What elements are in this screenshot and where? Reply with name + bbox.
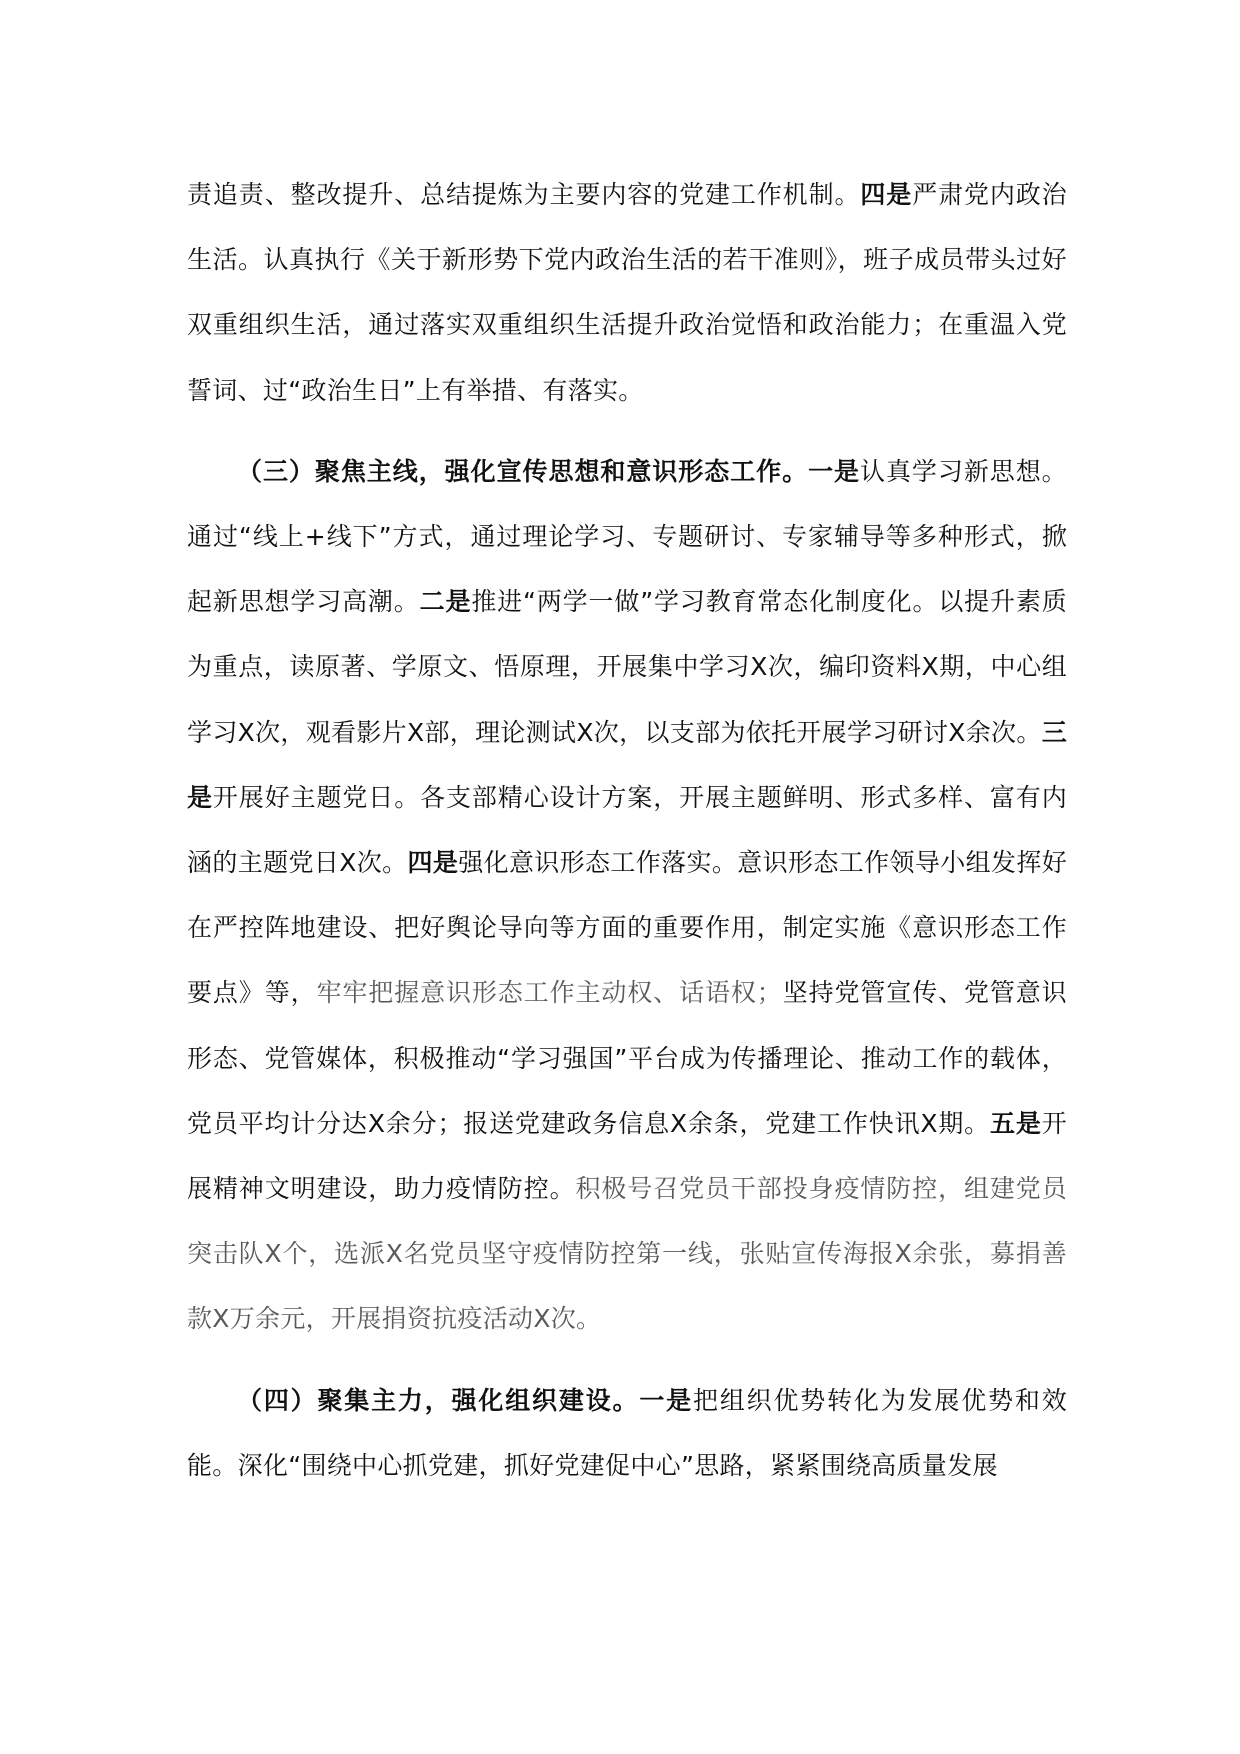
- text-run: 开展精神文明建设，助力疫情防控。: [187, 1108, 1067, 1204]
- text-run: 责追责、整改提升、总结提炼为主要内容的党建工作机制。: [187, 180, 861, 209]
- text-run: 开展好主题党日。各支部精心设计方案，开展主题鲜明、形式多样、富有内涵的主题党日X次。: [187, 782, 1067, 878]
- bold-ordinal: 二是: [419, 587, 472, 617]
- bold-ordinal: 一是: [808, 456, 860, 486]
- text-run: 推进“两学一做”学习教育常态化制度化。以提升素质为重点，读原著、学原文、悟原理，开展集中学习X次，编印资料X期，中心组学习X次，观看影片X部，理论测试X次，以支部为依托开展学习研讨X余次。: [187, 587, 1068, 747]
- text-run: 把组织优势转化为发展优势和效能。深化“围绕中心抓党建，抓好党建促中心”思路，紧紧围绕高质量发展: [187, 1385, 1067, 1480]
- bold-ordinal: 四是: [407, 848, 459, 878]
- section-heading: （四）聚集主力，强化组织建设。: [237, 1385, 640, 1415]
- gray-text-run: 积极号召党员干部投身疫情防控，组建党员突击队X个，选派X名党员坚守疫情防控第一线，张贴宣传海报X余张，募捐善款X万余元，开展捐资抗疫活动X次。: [187, 1174, 1067, 1334]
- bold-ordinal: 三是: [187, 717, 1067, 812]
- document-body: [187, 162, 1067, 1498]
- bold-ordinal: 一是: [639, 1385, 693, 1415]
- text-run: 强化意识形态工作落实。意识形态工作领导小组发挥好在严控阵地建设、把好舆论导向等方面的重要作用，制定实施《意识形态工作要点》等，: [187, 848, 1068, 1008]
- section-heading: （三）聚焦主线，强化宣传思想和意识形态工作。: [237, 456, 809, 486]
- paragraph-section-four: [187, 1368, 1067, 1498]
- gray-text-run: 牢牢把握意识形态工作主动权、话语权；: [316, 978, 783, 1008]
- bold-ordinal: 四是: [860, 180, 913, 209]
- text-run: 认真学习新思想。通过“线上+线下”方式，通过理论学习、专题研讨、专家辅导等多种形式，掀起新思想学习高潮。: [187, 456, 1067, 617]
- text-run: 严肃党内政治生活。认真执行《关于新形势下党内政治生活的若干准则》，班子成员带头过好双重组织生活，通过落实双重组织生活提升政治觉悟和政治能力；在重温入党誓词、过“政治生日”上有举措、有落实。: [187, 180, 1067, 405]
- paragraph-section-three: [187, 439, 1067, 1352]
- text-run: 坚持党管宣传、党管意识形态、党管媒体，积极推动“学习强国”平台成为传播理论、推动工作的载体，党员平均计分达X余分；报送党建政务信息X余条，党建工作快讯X期。: [187, 978, 1067, 1138]
- bold-ordinal: 五是: [990, 1108, 1042, 1138]
- paragraph-party-life: [187, 162, 1067, 423]
